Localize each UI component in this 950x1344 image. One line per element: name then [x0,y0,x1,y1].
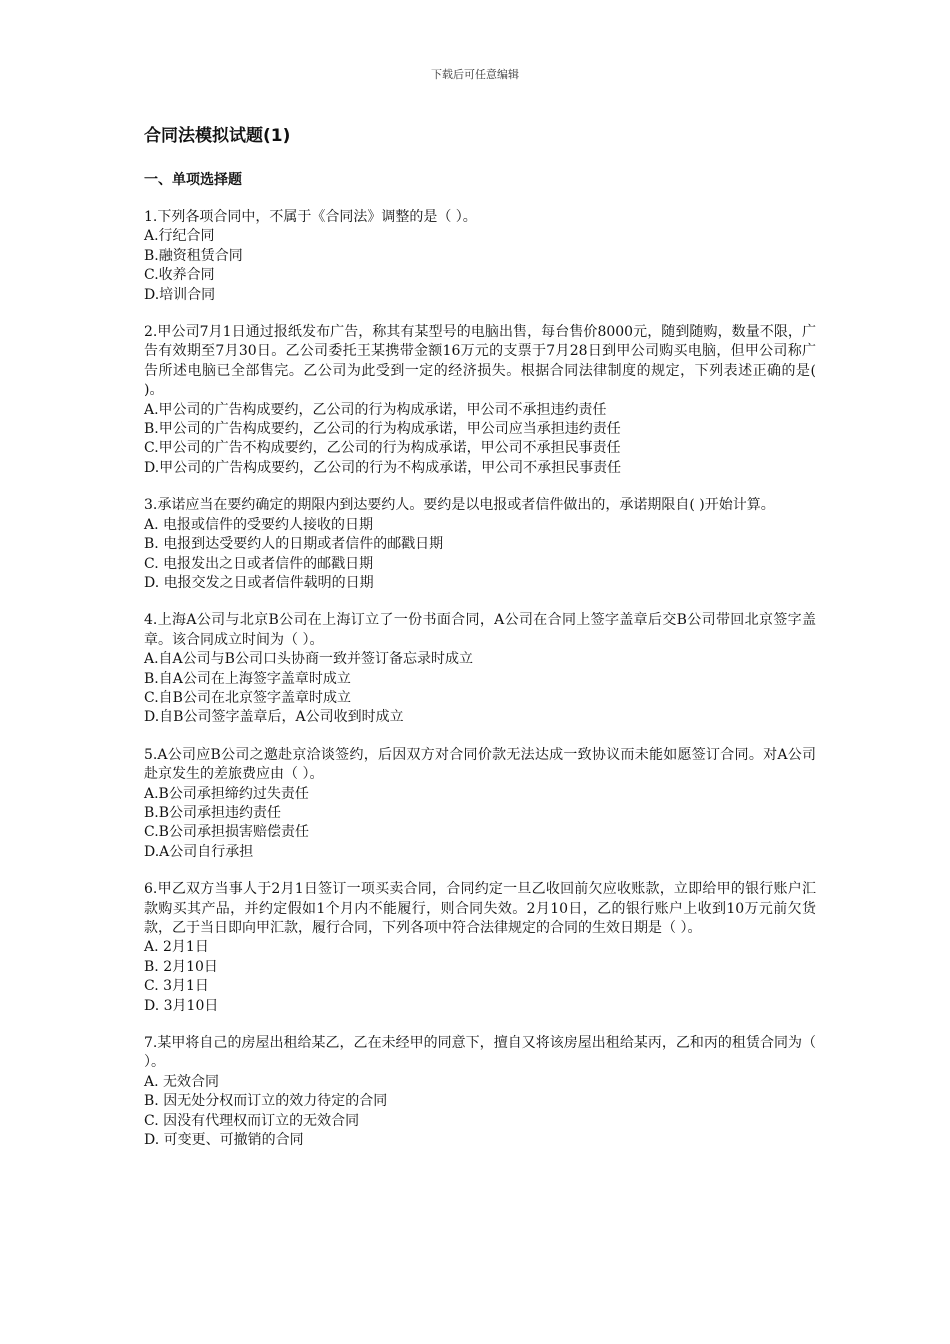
option-d: D. 电报交发之日或者信件载明的日期 [144,574,374,591]
question-stem: 3.承诺应当在要约确定的期限内到达要约人。要约是以电报或者信件做出的，承诺期限自( )开始计算。 [144,497,775,514]
option-d: D.自B公司签字盖章后，A公司收到时成立 [144,709,404,726]
option-b: B.甲公司的广告构成要约，乙公司的行为构成承诺，甲公司应当承担违约责任 [144,421,621,438]
document-body [144,124,816,1168]
option-b: B. 2月10日 [144,958,218,975]
option-a: A.自A公司与B公司口头协商一致并签订备忘录时成立 [144,651,473,668]
option-d: D.甲公司的广告构成要约，乙公司的行为不构成承诺，甲公司不承担民事责任 [144,459,622,476]
document-title: 合同法模拟试题(1) [144,126,291,146]
question-7 [144,1034,816,1150]
option-a: A.甲公司的广告构成要约，乙公司的行为构成承诺，甲公司不承担违约责任 [144,401,607,418]
option-c: C. 因没有代理权而订立的无效合同 [144,1112,360,1129]
option-a: A.B公司承担缔约过失责任 [144,785,309,802]
option-list [144,938,816,1016]
option-b: B.B公司承担违约责任 [144,804,282,821]
section-title: 一、单项选择题 [144,172,242,188]
question-stem: 2.甲公司7月1日通过报纸发布广告，称其有某型号的电脑出售，每台售价8000元，随到随购，数量不限，广告有效期至7月30日。乙公司委托王某携带金额16万元的支票于7月28日到甲公司购买电脑，但甲公司称广告所述电脑已全部售完。乙公司为此受到一定的经济损失。根据合同法律制度的规定，下列表述正确的是( )。 [144,324,816,399]
option-c: C.自B公司在北京签字盖章时成立 [144,689,351,706]
option-d: D.培训合同 [144,286,216,303]
option-list [144,650,816,728]
question-stem: 7.某甲将自己的房屋出租给某乙，乙在未经甲的同意下，擅自又将该房屋出租给某丙，乙和丙的租赁合同为（ ）。 [144,1035,816,1071]
option-a: A. 2月1日 [144,939,209,956]
page-header-note: 下载后可任意编辑 [431,68,519,81]
option-c: C.B公司承担损害赔偿责任 [144,824,309,841]
option-list [144,227,816,305]
option-a: A. 电报或信件的受要约人接收的日期 [144,516,374,533]
question-stem: 4.上海A公司与北京B公司在上海订立了一份书面合同，A公司在合同上签字盖章后交B公司带回北京签字盖章。该合同成立时间为（ ）。 [144,612,816,648]
question-3 [144,496,816,593]
question-stem: 1.下列各项合同中，不属于《合同法》调整的是（ ）。 [144,209,477,225]
option-c: C.收养合同 [144,267,215,284]
option-list [144,785,816,863]
option-b: B. 电报到达受要约人的日期或者信件的邮戳日期 [144,536,444,553]
option-d: D. 可变更、可撤销的合同 [144,1132,304,1149]
option-list [144,401,816,479]
question-stem: 6.甲乙双方当事人于2月1日签订一项买卖合同，合同约定一旦乙收回前欠应收账款，立即给甲的银行账户汇款购买其产品，并约定假如1个月内不能履行，则合同失效。2月10日，乙的银行账户上收到10万元前欠货款，乙于当日即向甲汇款，履行合同，下列各项中符合法律规定的合同的生效日期是（ ）。 [144,881,816,936]
question-6 [144,880,816,1016]
option-b: B.自A公司在上海签字盖章时成立 [144,670,351,687]
option-a: A.行纪合同 [144,228,215,245]
option-b: B. 因无处分权而订立的效力待定的合同 [144,1093,388,1110]
option-c: C. 电报发出之日或者信件的邮戳日期 [144,555,374,572]
option-d: D.A公司自行承担 [144,843,254,860]
question-4 [144,611,816,727]
option-c: C. 3月1日 [144,978,209,995]
question-stem: 5.A公司应B公司之邀赴京洽谈签约，后因双方对合同价款无法达成一致协议而未能如愿签订合同。对A公司赴京发生的差旅费应由（ ）。 [144,746,816,783]
question-2 [144,323,816,478]
option-list [144,516,816,594]
question-5 [144,746,816,862]
option-list [144,1073,816,1151]
question-1 [144,208,816,305]
option-a: A. 无效合同 [144,1073,220,1090]
option-b: B.融资租赁合同 [144,247,243,264]
option-d: D. 3月10日 [144,997,219,1014]
option-c: C.甲公司的广告不构成要约，乙公司的行为构成承诺，甲公司不承担民事责任 [144,440,621,457]
